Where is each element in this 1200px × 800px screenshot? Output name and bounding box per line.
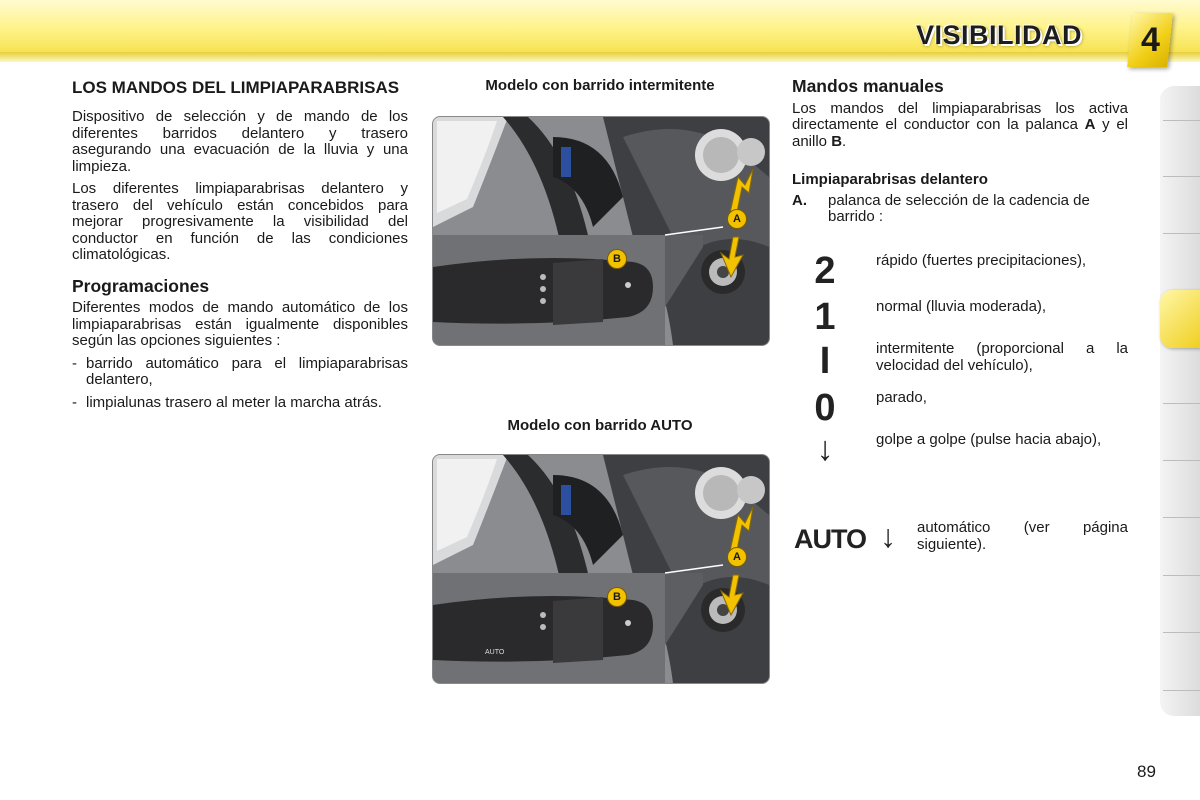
- right-column: [792, 78, 1128, 226]
- section-heading: LOS MANDOS DEL LIMPIAPARABRISAS: [72, 78, 400, 97]
- speed-text-intermittent: intermitente (proporcional a la velocidad del vehículo),: [876, 340, 1128, 374]
- chapter-tab: [1127, 13, 1173, 67]
- speed-glyph-intermittent: I: [819, 340, 831, 382]
- marker-b: B: [607, 249, 627, 269]
- speed-glyph-2: 2: [814, 250, 836, 292]
- marker-a: A: [727, 209, 747, 229]
- header-edge: [0, 52, 1200, 62]
- photo-auto: [432, 454, 770, 684]
- arrow-down-icon: ↓: [816, 430, 834, 468]
- speed-text-2: rápido (fuertes precipitaciones),: [876, 252, 1087, 269]
- section-title: VISIBILIDAD: [915, 20, 1082, 50]
- intro-paragraph: Dispositivo de selección y de mando de los diferentes barridos delantero y trasero asegurando una evacuación de la lluvia y una limpieza.: [72, 108, 408, 175]
- list-item-text: barrido automático para el limpiaparabrisas delantero,: [86, 354, 408, 388]
- speed-text-single: golpe a golpe (pulse hacia abajo),: [876, 431, 1102, 448]
- side-divider: [1163, 120, 1200, 121]
- programs-heading: Programaciones: [72, 275, 210, 296]
- intro-text: Los mandos del limpiaparabrisas los activa directamente el conductor con la palanca: [792, 99, 1128, 133]
- speed-glyph-1: 1: [814, 296, 836, 338]
- side-divider: [1163, 176, 1200, 177]
- caption-auto: Modelo con barrido AUTO: [507, 417, 693, 434]
- photo-intermittent: [432, 116, 770, 346]
- side-divider: [1163, 517, 1200, 518]
- side-divider: [1163, 575, 1200, 576]
- side-divider: [1163, 690, 1200, 691]
- side-divider: [1163, 233, 1200, 234]
- arrow-down-icon: ↓: [880, 518, 896, 554]
- left-column: [72, 79, 408, 417]
- list-dash: -: [72, 354, 77, 372]
- stalk-auto-label: AUTO: [485, 649, 505, 656]
- manual-controls-paragraph: [792, 101, 1128, 151]
- list-item: [72, 395, 408, 412]
- side-tab-active: [1160, 290, 1200, 348]
- intro-text-mid: y el anillo: [792, 116, 1129, 150]
- chapter-side-strip: [1160, 86, 1200, 716]
- bold-b: B: [831, 132, 843, 150]
- side-divider: [1163, 403, 1200, 404]
- marker-a: A: [727, 547, 747, 567]
- chapter-number: 4: [1140, 20, 1160, 59]
- lever-item: [792, 193, 1128, 226]
- programs-paragraph: Diferentes modos de mando automático de los limpiaparabrisas están igualmente disponibles según las opciones siguientes :: [72, 299, 408, 349]
- bold-a: A: [1084, 116, 1096, 133]
- list-dash: -: [72, 393, 77, 411]
- side-divider: [1163, 460, 1200, 461]
- marker-b: B: [607, 587, 627, 607]
- intro-text-end: .: [842, 132, 847, 150]
- caption-intermittent: Modelo con barrido intermitente: [485, 77, 715, 94]
- front-wiper-heading: Limpiaparabrisas delantero: [792, 171, 988, 188]
- page-number: 89: [1137, 762, 1156, 781]
- speed-text-1: normal (lluvia moderada),: [876, 298, 1047, 315]
- speed-text-0: parado,: [876, 389, 927, 406]
- speed-glyph-0: 0: [814, 387, 836, 429]
- manual-controls-heading: Mandos manuales: [792, 76, 944, 96]
- list-item: [72, 356, 408, 389]
- list-item-text: limpialunas trasero al meter la marcha atrás.: [86, 393, 382, 411]
- intro-paragraph-2: Los diferentes limpiaparabrisas delantero y trasero del vehículo están concebidos para mejorar progresivamente la visibilidad del conductor en función de las condiciones climatológicas.: [72, 180, 408, 263]
- lever-item-text: palanca de selección de la cadencia de barrido :: [828, 191, 1090, 225]
- auto-glyph: AUTO: [794, 524, 867, 554]
- lever-item-label: A.: [792, 191, 807, 209]
- side-divider: [1163, 632, 1200, 633]
- auto-text: automático (ver página siguiente).: [917, 519, 1128, 553]
